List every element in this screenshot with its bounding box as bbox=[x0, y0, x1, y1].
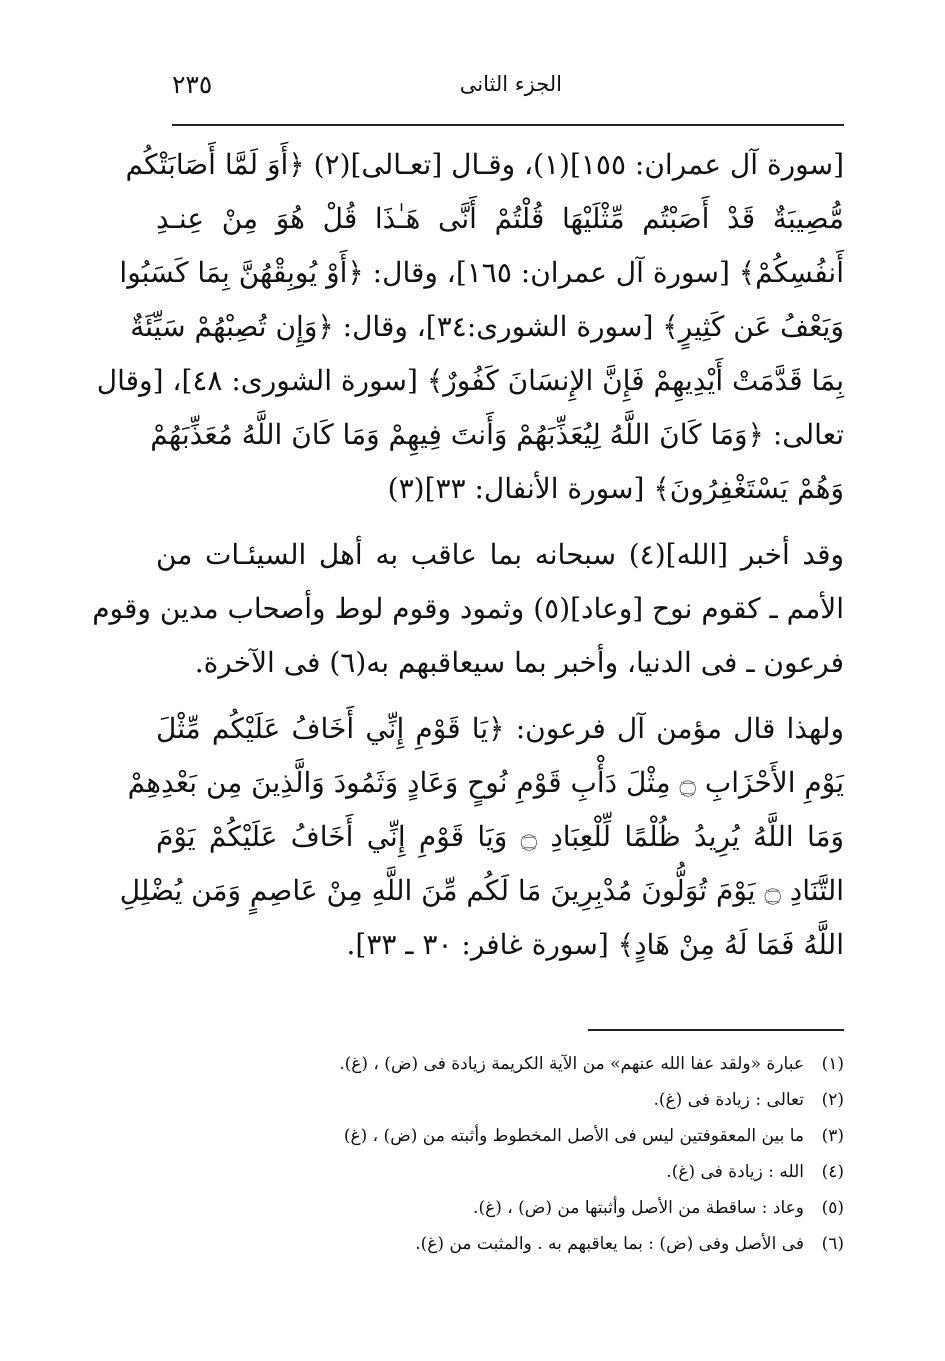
text-line: [سورة آل عمران: ١٥٥](١)، وقـال [تعـالى](٢) ﴿أَوَ لَمَّا أَصَابَتْكُم bbox=[125, 148, 844, 181]
text-line: بِمَا قَدَّمَتْ أَيْدِيهِمْ فَإِنَّ الإِنسَانَ كَفُورٌ﴾ [سورة الشورى: ٤٨]، [وقال bbox=[96, 364, 844, 397]
footnote bbox=[172, 1226, 844, 1262]
footnote-text: ما بين المعقوفتين ليس فى الأصل المخطوط وأثبته من (ض) ، (غ) bbox=[343, 1126, 804, 1146]
text-line: اللَّهُ فَمَا لَهُ مِنْ هَادٍ﴾ [سورة غافر: ٣٠ ـ ٣٣]. bbox=[346, 928, 844, 961]
footnote-number: (٤) bbox=[821, 1162, 844, 1182]
footnote bbox=[172, 1190, 844, 1226]
footnote bbox=[172, 1154, 844, 1190]
footnote-number: (٦) bbox=[821, 1234, 844, 1254]
page-number: ٢٣٥ bbox=[172, 69, 213, 99]
text-line: وَهُمْ يَسْتَغْفِرُونَ﴾ [سورة الأنفال: ٣٣](٣) bbox=[387, 472, 844, 505]
footnote-rule bbox=[588, 1029, 844, 1031]
paragraph-quran-citations bbox=[96, 138, 844, 516]
text-line: أَنفُسِكُمْ﴾ [سورة آل عمران: ١٦٥]، وقال: ﴿أَوْ يُوبِقْهُنَّ بِمَا كَسَبُوا bbox=[119, 256, 844, 289]
footnote-number: (٥) bbox=[821, 1198, 844, 1218]
footnote-text: تعالى : زيادة فى (غ). bbox=[653, 1090, 804, 1110]
footnote bbox=[172, 1046, 844, 1082]
footnotes bbox=[172, 1046, 844, 1262]
footnote-text: وعاد : ساقطة من الأصل وأثبتها من (ض) ، (غ). bbox=[473, 1198, 804, 1218]
text-line: فرعون ـ فى الدنيا، وأخبر بما سيعاقبهم به(٦) فى الآخرة. bbox=[194, 646, 844, 679]
footnote-text: الله : زيادة فى (غ). bbox=[666, 1162, 804, 1182]
text-line: يَوْمِ الأَحْزَابِ ۝ مِثْلَ دَأْبِ قَوْمِ نُوحٍ وَعَادٍ وَثَمُودَ وَالَّذِينَ مِن بَعْدِهِمْ bbox=[127, 766, 844, 799]
paragraph-believer-of-pharaoh bbox=[119, 702, 844, 972]
text-line: ولهذا قال مؤمن آل فرعون: ﴿يَا قَوْمِ إِنِّي أَخَافُ عَلَيْكُم مِّثْلَ bbox=[156, 712, 844, 745]
text-line: وَيَعْفُ عَن كَثِيرٍ﴾ [سورة الشورى:٣٤]، وقال: ﴿وَإِن تُصِبْهُمْ سَيِّئَةٌ bbox=[130, 310, 844, 343]
header-rule bbox=[172, 124, 844, 126]
page-header bbox=[172, 62, 772, 106]
footnote bbox=[172, 1082, 844, 1118]
footnote-number: (١) bbox=[821, 1054, 844, 1074]
text-line: التَّنَادِ ۝ يَوْمَ تُوَلُّونَ مُدْبِرِينَ مَا لَكُم مِّنَ اللَّهِ مِنْ عَاصِمٍ وَمَن يُضْلِلِ bbox=[119, 874, 844, 907]
footnote-number: (٣) bbox=[821, 1126, 844, 1146]
footnote-text: فى الأصل وفى (ض) : بما يعاقبهم به . والمثبت من (غ). bbox=[415, 1234, 804, 1254]
main-text bbox=[92, 138, 844, 972]
text-line: وَمَا اللَّهُ يُرِيدُ ظُلْمًا لِّلْعِبَادِ ۝ وَيَا قَوْمِ إِنِّي أَخَافُ عَلَيْكُمْ يَوْمَ bbox=[156, 820, 844, 853]
footnote-number: (٢) bbox=[821, 1090, 844, 1110]
running-head: الجزء الثانى bbox=[459, 72, 562, 96]
text-line: مُّصِيبَةٌ قَدْ أَصَبْتُم مِّثْلَيْهَا قُلْتُمْ أَنَّى هَـٰذَا قُلْ هُوَ مِنْ عِنـدِ bbox=[156, 202, 844, 235]
text-line: تعالى: ﴿وَمَا كَانَ اللَّهُ لِيُعَذِّبَهُمْ وَأَنتَ فِيهِمْ وَمَا كَانَ اللَّهُ مُعَذِّبَهُمْ bbox=[150, 418, 844, 451]
text-line: وقد أخبر [الله](٤) سبحانه بما عاقب به أهل السيئـات من bbox=[156, 538, 844, 571]
text-line: الأمم ـ كقوم نوح [وعاد](٥) وثمود وقوم لوط وأصحاب مدين وقوم bbox=[92, 592, 844, 625]
footnote-text: عبارة «ولقد عفا الله عنهم» من الآية الكريمة زيادة فى (ض) ، (غ). bbox=[339, 1054, 804, 1074]
footnote bbox=[172, 1118, 844, 1154]
paragraph-punishments bbox=[92, 528, 844, 690]
